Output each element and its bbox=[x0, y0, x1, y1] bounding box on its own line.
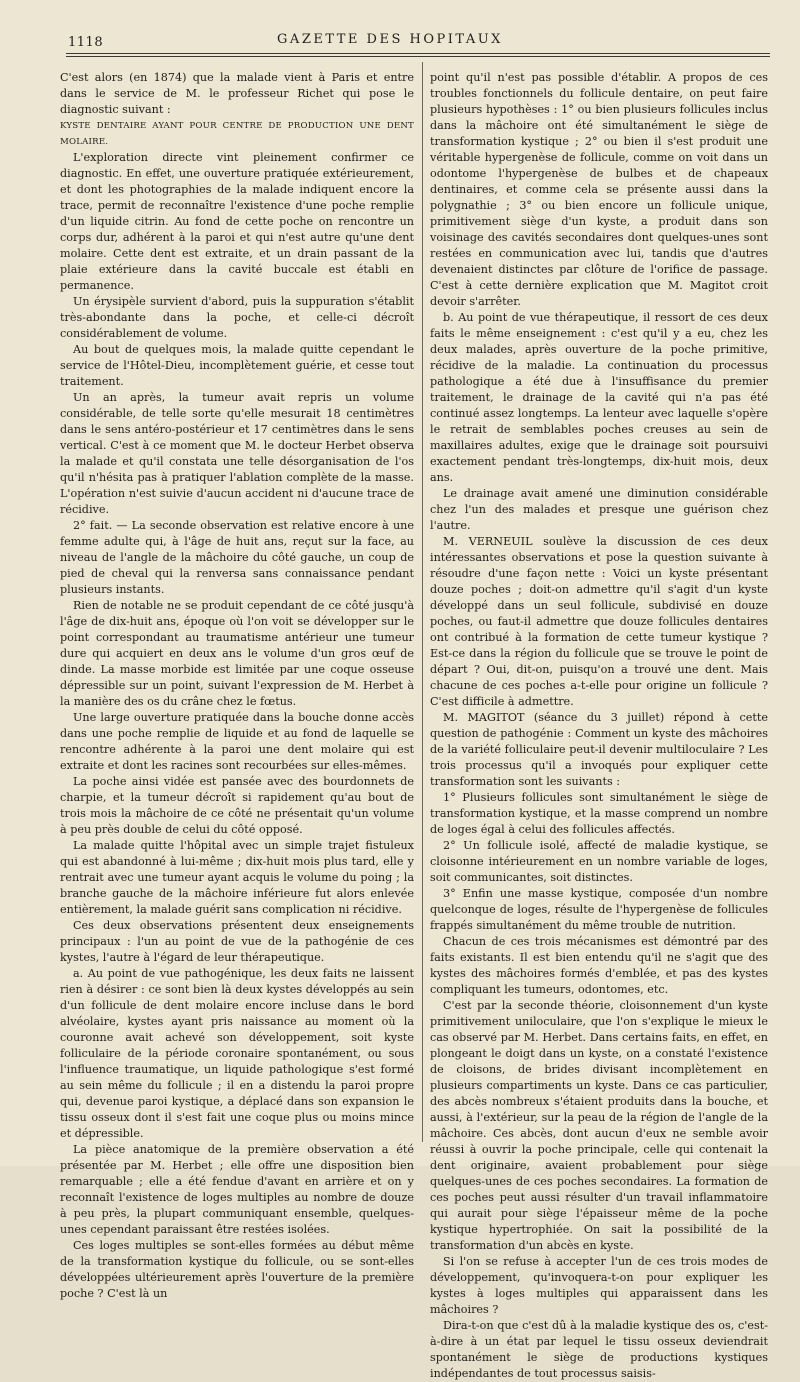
column-divider bbox=[422, 62, 423, 1142]
paragraph: Chacun de ces trois mécanismes est démontré par des faits existants. Il est bien entendu qu'il ne s'agit que des kystes des mâchoires formés d'emblée, et pas des kystes compliquant les tumeurs, odontomes, etc. bbox=[430, 935, 768, 996]
paragraph: 3° Enfin une masse kystique, composée d'un nombre quelconque de loges, résulte de l'hypergenèse de follicules frappés simultanément du même trouble de nutrition. bbox=[430, 887, 768, 932]
paragraph: Un an après, la tumeur avait repris un volume considérable, de telle sorte qu'elle mesurait 18 centimètres dans le sens antéro-postérieur et 17 centimètres dans le sens vertical. C'est à ce moment que M. le docteur Herbet observa la malade et qu'il constata une telle désorganisation de l'os qu'il n'hésita pas à pratiquer l'ablation complète de la masse. L'opération n'est suivie d'aucun accident ni d'aucune trace de récidive. bbox=[60, 391, 414, 516]
paragraph: Rien de notable ne se produit cependant de ce côté jusqu'à l'âge de dix-huit ans, époque où l'on voit se développer sur le point correspondant au traumatisme antérieur une tumeur dure qui acquiert en deux ans le volume d'un gros œuf de dinde. La masse morbide est limitée par une coque osseuse dépressible sur un point, suivant l'expression de M. Herbet à la manière des os du crâne chez le fœtus. bbox=[60, 599, 414, 708]
journal-title: GAZETTE DES HOPITAUX bbox=[277, 32, 503, 47]
paragraph: M. VERNEUIL soulève la discussion de ces deux intéressantes observations et pose la question suivante à résoudre d'une façon nette : Voici un kyste présentant douze poches ; doit-on admettre qu'il s'agit d'un kyste développé dans un seul follicule, subdivisé en douze poches, ou faut-il admettre que douze follicules dentaires ont contribué à la formation de cette tumeur kystique ? Est-ce dans la région du follicule que se trouve le point de départ ? Oui, dit-on, puisqu'on a trouvé une dent. Mais chacune de ces poches a-t-elle pour origine un follicule ? C'est difficile à admettre. bbox=[430, 535, 768, 708]
paragraph: 2° Un follicule isolé, affecté de maladie kystique, se cloisonne intérieurement en un nombre variable de loges, soit communicantes, soit distinctes. bbox=[430, 839, 768, 884]
paragraph: M. MAGITOT (séance du 3 juillet) répond à cette question de pathogénie : Comment un kyste des mâchoires de la variété folliculaire peut-il devenir multiloculaire ? Les trois processus qu'il a invoqués pour expliquer cette transformation sont les suivants : bbox=[430, 711, 768, 788]
paragraph: Le drainage avait amené une diminution considérable chez l'un des malades et presque une guérison chez l'autre. bbox=[430, 487, 768, 532]
paragraph: La pièce anatomique de la première observation a été présentée par M. Herbet ; elle offre une disposition bien remarquable ; elle a été fendue d'avant en arrière et on y reconnaît l'existence de loges multiples au nombre de douze à peu près, la plupart communiquant ensemble, quelques-unes cependant paraissant être restées isolées. bbox=[60, 1143, 414, 1236]
paragraph: b. Au point de vue thérapeutique, il ressort de ces deux faits le même enseignement : c'est qu'il y a eu, chez les deux malades, après ouverture de la poche primitive, récidive de la maladie. La continuation du processus pathologique a été due à l'insuffisance du premier traitement, le drainage de la cavité qui n'a pas été continué assez longtemps. La lenteur avec laquelle s'opère le retrait de semblables poches creuses au sein de maxillaires adultes, exige que le drainage soit poursuivi exactement pendant très-longtemps, dix-huit mois, deux ans. bbox=[430, 311, 768, 484]
paragraph: 2° fait. — La seconde observation est relative encore à une femme adulte qui, à l'âge de huit ans, reçut sur la face, au niveau de l'angle de la mâchoire du côté gauche, un coup de pied de cheval qui la renversa sans connaissance pendant plusieurs instants. bbox=[60, 519, 414, 596]
paragraph: a. Au point de vue pathogénique, les deux faits ne laissent rien à désirer : ce sont bien là deux kystes développés au sein d'un follicule de dent molaire encore incluse dans le bord alvéolaire, kystes ayant pris naissance au moment où la couronne avait achevé son développement, soit kyste folliculaire de la période coronaire spontanément, ou sous l'influence traumatique, un liquide pathologique s'est formé au sein même du follicule ; il en a distendu la paroi propre qui, devenue paroi kystique, a déplacé dans son expansion le tissu osseux dont il s'est fait une coque plus ou moins mince et dépressible. bbox=[60, 967, 414, 1140]
paragraph: C'est alors (en 1874) que la malade vient à Paris et entre dans le service de M. le professeur Richet qui pose le diagnostic suivant : bbox=[60, 71, 414, 116]
paragraph: L'exploration directe vint pleinement confirmer ce diagnostic. En effet, une ouverture pratiquée extérieurement, et dont les photographies de la malade indiquent encore la trace, permit de reconnaître l'existence d'une poche remplie d'un liquide citrin. Au fond de cette poche on rencontre un corps dur, adhérent à la paroi et qui n'est autre qu'une dent molaire. Cette dent est extraite, et un drain passant de la plaie extérieure dans la cavité buccale est établi en permanence. bbox=[60, 151, 414, 292]
paragraph: Si l'on se refuse à accepter l'un de ces trois modes de développement, qu'invoquera-t-on pour expliquer les kystes à loges multiples qui apparaissent dans les mâchoires ? bbox=[430, 1255, 768, 1316]
paragraph: Ces deux observations présentent deux enseignements principaux : l'un au point de vue de la pathogénie de ces kystes, l'autre à l'égard de leur thérapeutique. bbox=[60, 919, 414, 964]
page-number: 1118 bbox=[68, 35, 104, 50]
paragraph: La malade quitte l'hôpital avec un simple trajet fistuleux qui est abandonné à lui-même ; dix-huit mois plus tard, elle y rentrait avec une tumeur ayant acquis le volume du poing ; la branche gauche de la mâchoire inférieure fut alors enlevée entièrement, la malade guérit sans complication ni récidive. bbox=[60, 839, 414, 916]
paragraph: Un érysipèle survient d'abord, puis la suppuration s'établit très-abondante dans la poche, et celle-ci décroît considérablement de volume. bbox=[60, 295, 414, 340]
paragraph: 1° Plusieurs follicules sont simultanément le siège de transformation kystique, et la masse comprend un nombre de loges égal à celui des follicules affectés. bbox=[430, 791, 768, 836]
right-column bbox=[430, 70, 768, 1380]
diagnosis-heading: KYSTE DENTAIRE AYANT POUR CENTRE DE PRODUCTION UNE DENT MOLAIRE. bbox=[60, 121, 414, 147]
header-rule-bottom bbox=[66, 56, 770, 57]
paragraph: Une large ouverture pratiquée dans la bouche donne accès dans une poche remplie de liquide et au fond de laquelle se rencontre adhérente à la paroi une dent molaire qui est extraite et dont les racines sont recourbées sur elles-mêmes. bbox=[60, 711, 414, 772]
header-rule-top bbox=[66, 53, 770, 54]
paragraph: point qu'il n'est pas possible d'établir. A propos de ces troubles fonctionnels du follicule dentaire, on peut faire plusieurs hypothèses : 1° ou bien plusieurs follicules inclus dans la mâchoire ont été simultanément le siège de transformation kystique ; 2° ou bien il s'est produit une véritable hypergenèse de follicule, comme on voit dans un odontome l'hypergenèse de bulbes et de chapeaux dentinaires, et comme cela se présente aussi dans la polygnathie ; 3° ou bien encore un follicule unique, primitivement siège d'un kyste, a produit dans son voisinage des cavités secondaires dont quelques-unes sont restées en communication avec lui, tandis que d'autres devenaient distinctes par clôture de l'orifice de passage. C'est à cette dernière explication que M. Magitot croit devoir s'arrêter. bbox=[430, 71, 768, 308]
paragraph: Au bout de quelques mois, la malade quitte cependant le service de l'Hôtel-Dieu, incomplètement guérie, et cesse tout traitement. bbox=[60, 343, 414, 388]
paragraph: La poche ainsi vidée est pansée avec des bourdonnets de charpie, et la tumeur décroît si rapidement qu'au bout de trois mois la mâchoire de ce côté ne présentait qu'un volume à peu près double de celui du côté opposé. bbox=[60, 775, 414, 836]
paragraph: Ces loges multiples se sont-elles formées au début même de la transformation kystique du follicule, ou se sont-elles développées ultérieurement après l'ouverture de la première poche ? C'est là un bbox=[60, 1239, 414, 1300]
paragraph: C'est par la seconde théorie, cloisonnement d'un kyste primitivement uniloculaire, que l'on s'explique le mieux le cas observé par M. Herbet. Dans certains faits, en effet, en plongeant le doigt dans un kyste, on a constaté l'existence de cloisons, de brides divisant incomplètement en plusieurs compartiments un kyste. Dans ce cas particulier, des abcès nombreux s'étaient produits dans la bouche, et aussi, à l'extérieur, sur la peau de la région de l'angle de la mâchoire. Ces abcès, dont aucun d'eux ne semble avoir réussi à ouvrir la poche principale, celle qui contenait la dent originaire, avaient probablement pour siège quelques-unes de ces poches secondaires. La formation de ces poches peut aussi résulter d'un travail inflammatoire qui aurait pour siège l'épaisseur même de la poche kystique hypertrophiée. On sait la possibilité de la transformation d'un abcès en kyste. bbox=[430, 999, 768, 1252]
paragraph: Dira-t-on que c'est dû à la maladie kystique des os, c'est-à-dire à un état par lequel le tissu osseux deviendrait spontanément le siège de productions kystiques indépendantes de tout processus saisis- bbox=[430, 1319, 768, 1380]
left-column bbox=[60, 70, 414, 1300]
